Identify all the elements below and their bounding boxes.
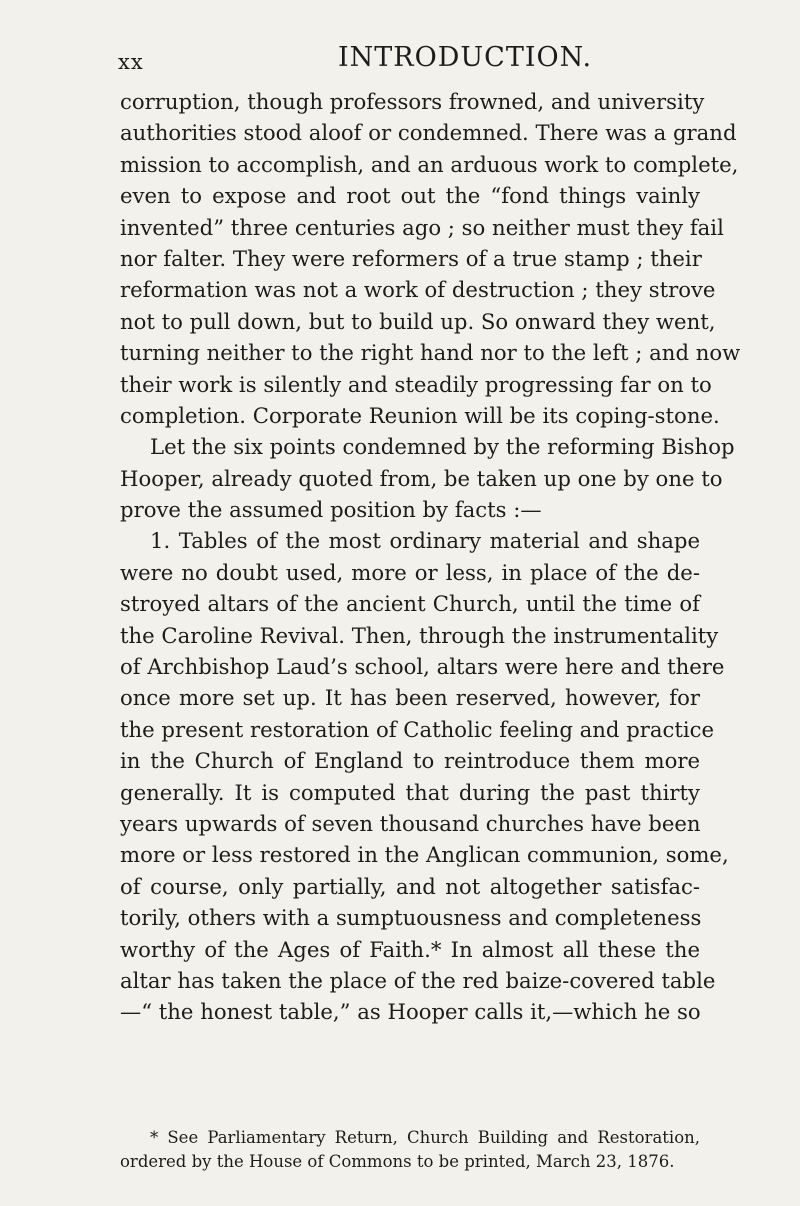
text-line: Hooper, already quoted from, be taken up one by one to — [120, 465, 723, 491]
text-line: once more set up. It has been reserved, however, for — [120, 685, 700, 711]
text-line: more or less restored in the Anglican communion, some, — [120, 842, 729, 868]
text-line: altar has taken the place of the red baize-covered table — [120, 967, 716, 993]
text-line: 1. Tables of the most ordinary material and shape — [150, 528, 700, 554]
text-line: of course, only partially, and not altogether satisfac- — [120, 873, 700, 899]
text-line: Let the six points condemned by the reforming Bishop — [150, 434, 735, 460]
text-line: were no doubt used, more or less, in place of the de- — [120, 559, 700, 585]
text-line: years upwards of seven thousand churches have been — [120, 810, 701, 836]
text-line: nor falter. They were reformers of a true stamp ; their — [120, 245, 702, 271]
running-head: INTRODUCTION. — [338, 42, 593, 73]
text-line: completion. Corporate Reunion will be its coping-stone. — [120, 402, 720, 428]
text-line: the present restoration of Catholic feeling and practice — [120, 716, 715, 742]
footnote-line: ordered by the House of Commons to be printed, March 23, 1876. — [120, 1152, 675, 1171]
text-line: authorities stood aloof or condemned. There was a grand — [120, 120, 737, 146]
text-line: mission to accomplish, and an arduous work to complete, — [120, 151, 739, 177]
text-line: invented” three centuries ago ; so neither must they fail — [120, 214, 724, 240]
text-line: their work is silently and steadily progressing far on to — [120, 371, 712, 397]
text-line: even to expose and root out the “fond things vainly — [120, 183, 700, 209]
text-line: not to pull down, but to build up. So onward they went, — [120, 308, 716, 334]
text-line: generally. It is computed that during the past thirty — [120, 779, 700, 805]
text-line: stroyed altars of the ancient Church, until the time of — [120, 591, 700, 617]
text-line: torily, others with a sumptuousness and completeness — [120, 905, 702, 931]
text-line: —“ the honest table,” as Hooper calls it,—which he so — [120, 999, 701, 1025]
page-header — [118, 42, 698, 82]
text-line: in the Church of England to reintroduce them more — [120, 748, 700, 774]
page-number: xx — [118, 50, 144, 74]
text-line: prove the assumed position by facts :— — [120, 497, 542, 523]
text-line: the Caroline Revival. Then, through the instrumentality — [120, 622, 719, 648]
footnote-line: * See Parliamentary Return, Church Building and Restoration, — [150, 1128, 700, 1147]
text-line: of Archbishop Laud’s school, altars were here and there — [120, 654, 725, 680]
text-line: turning neither to the right hand nor to the left ; and now — [120, 340, 741, 366]
footnote — [120, 1126, 700, 1174]
text-line: reformation was not a work of destruction ; they strove — [120, 277, 716, 303]
body-text — [120, 86, 741, 1028]
text-line: corruption, though professors frowned, and university — [120, 89, 705, 114]
text-line: worthy of the Ages of Faith.* In almost all these the — [120, 936, 700, 962]
